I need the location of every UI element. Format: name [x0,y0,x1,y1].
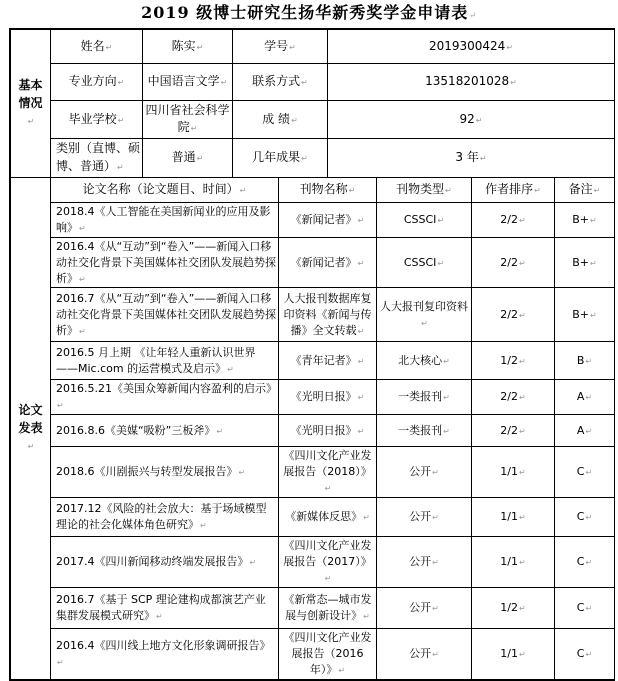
note-cell: A ↵ [555,415,615,447]
journal-cell: 人大报刊数据库复印资料《新闻与传播》全文转载 ↵ [279,288,377,342]
author-order-cell: 1/1 ↵ [472,628,555,679]
note-cell: B+ ↵ [555,237,615,288]
author-order-cell: 2/2 ↵ [472,380,555,415]
column-header-note: 备注 ↵ [555,177,615,202]
journal-type-cell: 公开 ↵ [377,447,472,498]
papers-table [10,177,615,680]
journal-type-cell: CSSCI ↵ [377,237,472,288]
column-header-journal: 刊物名称 ↵ [279,177,377,202]
note-cell: C ↵ [555,498,615,537]
author-order-cell: 2/2 ↵ [472,288,555,342]
paper-row [11,587,615,628]
journal-type-cell: CSSCI ↵ [377,202,472,237]
basic-info-table [10,29,615,178]
column-header-author-order: 作者排序 ↵ [472,177,555,202]
journal-cell: 《新闻记者》 ↵ [279,237,377,288]
field-label-category: 类别（直博、硕博、普通） ↵ [51,138,143,177]
journal-cell: 《青年记者》 ↵ [279,342,377,380]
paper-row [11,537,615,588]
journal-cell: 《新媒体反思》 ↵ [279,498,377,537]
field-value-contact: 13518201028 ↵ [328,64,615,101]
field-label-student-id: 学号 ↵ [233,30,328,64]
field-value-school: 四川省社会科学院 ↵ [143,101,233,139]
author-order-cell: 1/2 ↵ [472,587,555,628]
journal-type-cell: 北大核心 ↵ [377,342,472,380]
section-label-papers [11,177,51,679]
section-label-basic [11,30,51,178]
author-order-cell: 1/1 ↵ [472,498,555,537]
field-value-score: 92 ↵ [328,101,615,139]
paper-title-cell: 2016.4《四川线上地方文化形象调研报告》 ↵ [51,628,279,679]
papers-header-row [11,177,615,202]
application-form [9,28,615,681]
field-value-major: 中国语言文学 ↵ [143,64,233,101]
paper-title-cell: 2016.8.6《美媒“吸粉”三板斧》 ↵ [51,415,279,447]
note-cell: C ↵ [555,447,615,498]
paper-title-cell: 2017.12《风险的社会放大：基于场域模型理论的社会化媒体角色研究》 ↵ [51,498,279,537]
field-value-category: 普通 ↵ [143,138,233,177]
section-label-text: 论文发表 ↵ [18,403,42,452]
basic-row [11,138,615,177]
note-cell: A ↵ [555,380,615,415]
author-order-cell: 2/2 ↵ [472,237,555,288]
note-cell: B+ ↵ [555,288,615,342]
journal-type-cell: 公开 ↵ [377,537,472,588]
field-label-years: 几年成果 ↵ [233,138,328,177]
field-label-score: 成 绩 ↵ [233,101,328,139]
journal-cell: 《四川文化产业发展报告（2018）》 ↵ [279,447,377,498]
author-order-cell: 2/2 ↵ [472,415,555,447]
journal-type-cell: 公开 ↵ [377,587,472,628]
paper-row [11,342,615,380]
field-label-contact: 联系方式 ↵ [233,64,328,101]
column-header-journal-type: 刊物类型 ↵ [377,177,472,202]
basic-row [11,101,615,139]
author-order-cell: 1/1 ↵ [472,537,555,588]
note-cell: C ↵ [555,628,615,679]
paper-title-cell: 2018.6《川剧振兴与转型发展报告》 ↵ [51,447,279,498]
note-cell: B ↵ [555,342,615,380]
journal-cell: 《四川文化产业发展报告（2016 年）》 ↵ [279,628,377,679]
paper-row [11,288,615,342]
journal-cell: 《光明日报》 ↵ [279,380,377,415]
author-order-cell: 1/2 ↵ [472,342,555,380]
journal-type-cell: 人大报刊复印资料 ↵ [377,288,472,342]
field-label-school: 毕业学校 ↵ [51,101,143,139]
paper-title-cell: 2016.7《基于 SCP 理论建构成都演艺产业集群发展模式研究》 ↵ [51,587,279,628]
basic-row [11,30,615,64]
field-label-major: 专业方向 ↵ [51,64,143,101]
paper-row [11,447,615,498]
field-value-years: 3 年 ↵ [328,138,615,177]
journal-type-cell: 一类报刊 ↵ [377,415,472,447]
paper-row [11,498,615,537]
page-title: 2019 级博士研究生扬华新秀奖学金申请表 ↵ [0,0,618,26]
paper-row [11,415,615,447]
basic-row [11,64,615,101]
journal-cell: 《新常态—城市发展与创新设计》 ↵ [279,587,377,628]
paper-row [11,380,615,415]
paper-title-cell: 2016.5 月上期 《让年轻人重新认识世界——Mic.com 的运营模式及启示》 ↵ [51,342,279,380]
journal-type-cell: 公开 ↵ [377,628,472,679]
paper-title-cell: 2017.4《四川新闻移动终端发展报告》 ↵ [51,537,279,588]
author-order-cell: 1/1 ↵ [472,447,555,498]
note-cell: C ↵ [555,587,615,628]
paper-title-cell: 2016.7《从“互动”到“卷入”——新闻入口移动社交化背景下美国媒体社交团队发展趋势探析》 ↵ [51,288,279,342]
journal-type-cell: 一类报刊 ↵ [377,380,472,415]
paper-row [11,628,615,679]
paper-row [11,237,615,288]
journal-type-cell: 公开 ↵ [377,498,472,537]
journal-cell: 《光明日报》 ↵ [279,415,377,447]
section-label-text: 基本情况 ↵ [18,78,42,127]
paper-title-cell: 2016.5.21《美国众筹新闻内容盈利的启示》 ↵ [51,380,279,415]
field-label-name: 姓名 ↵ [51,30,143,64]
note-cell: B+ ↵ [555,202,615,237]
author-order-cell: 2/2 ↵ [472,202,555,237]
paper-title-cell: 2016.4《从“互动”到“卷入”——新闻入口移动社交化背景下美国媒体社交团队发展趋势探析》 ↵ [51,237,279,288]
journal-cell: 《四川文化产业发展报告（2017）》 ↵ [279,537,377,588]
field-value-name: 陈实 ↵ [143,30,233,64]
journal-cell: 《新闻记者》 ↵ [279,202,377,237]
paper-title-cell: 2018.4《人工智能在美国新闻业的应用及影响》 ↵ [51,202,279,237]
column-header-paper-title: 论文名称（论文题目、时间） ↵ [51,177,279,202]
note-cell: C ↵ [555,537,615,588]
field-value-student-id: 2019300424 ↵ [328,30,615,64]
paper-row [11,202,615,237]
